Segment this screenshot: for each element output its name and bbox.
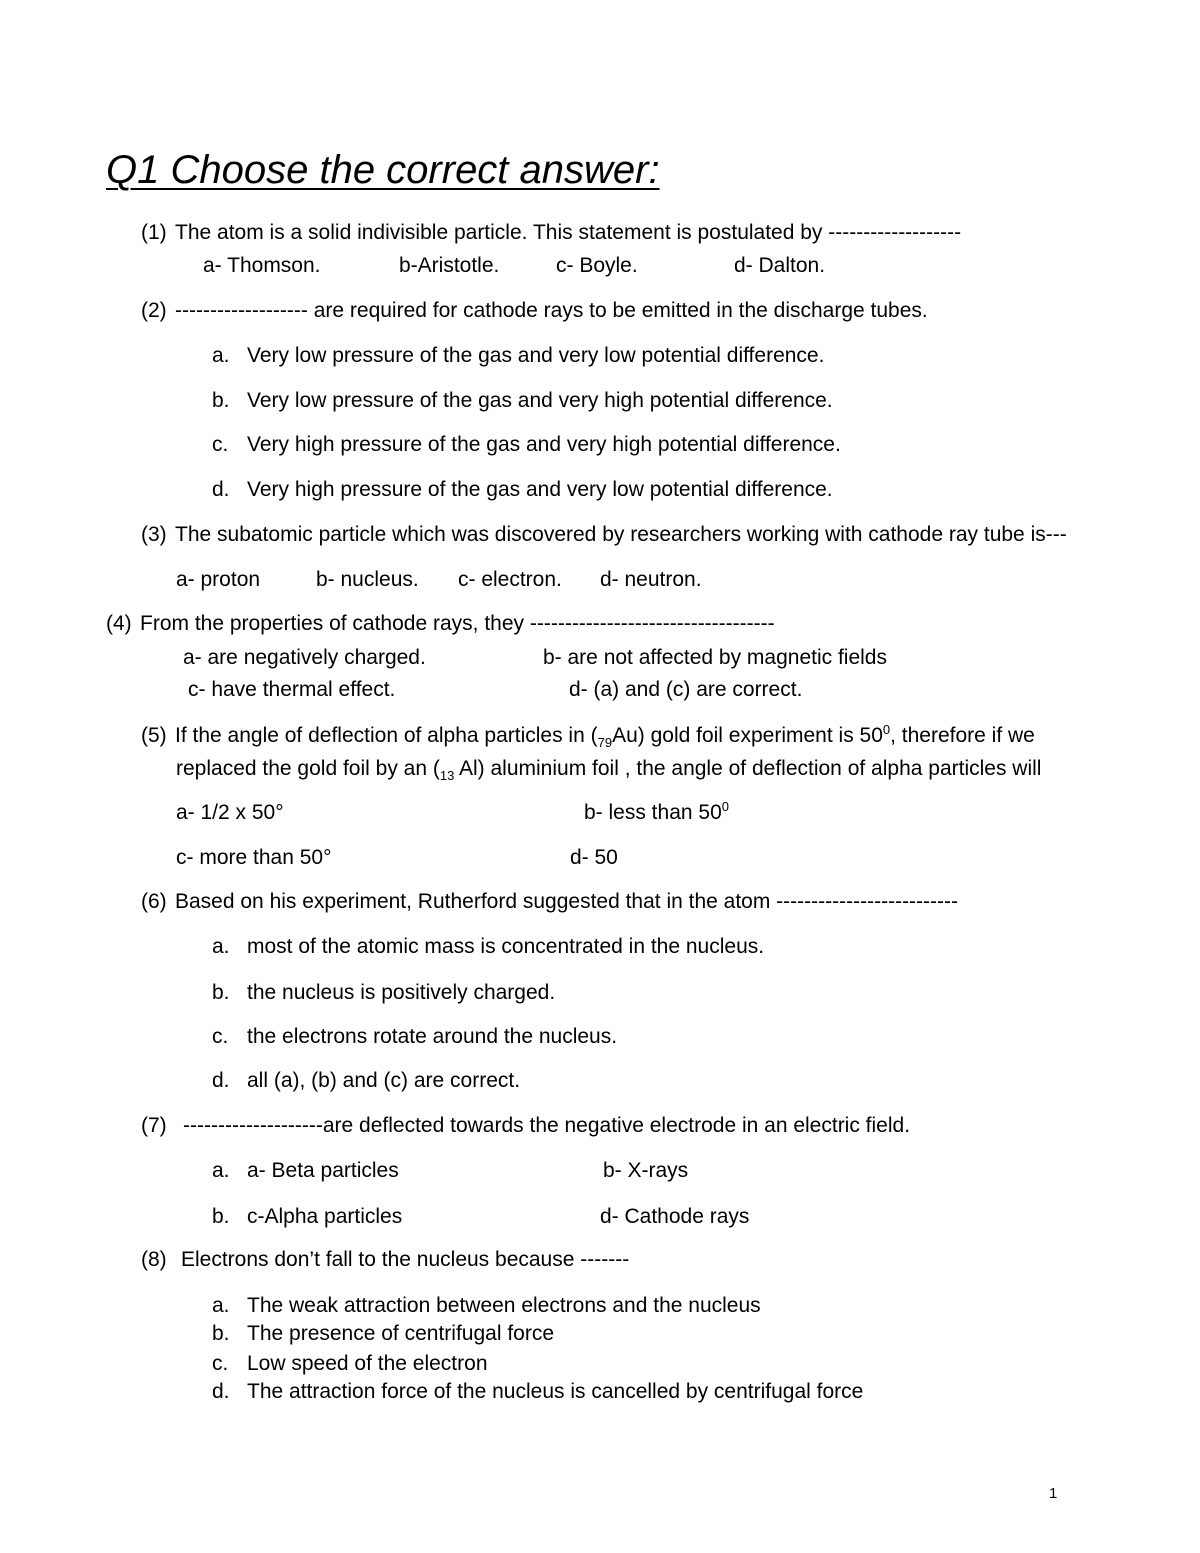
q1-option-d: d- Dalton.	[734, 254, 826, 277]
question-4	[106, 613, 775, 634]
option-letter: d.	[212, 478, 230, 501]
option-letter: b.	[212, 389, 230, 412]
q7-option-d: d- Cathode rays	[600, 1205, 750, 1228]
option-text: the electrons rotate around the nucleus.	[247, 1025, 618, 1048]
q4-option-b: b- are not affected by magnetic fields	[543, 646, 887, 669]
q6-option-b	[212, 982, 555, 1003]
question-5-line-2	[176, 757, 1042, 784]
option-letter: b.	[212, 981, 230, 1004]
option-text: Very high pressure of the gas and very low potential difference.	[247, 478, 833, 501]
option-letter: c.	[212, 433, 229, 456]
question-number: (6)	[141, 890, 167, 913]
q6-option-d	[212, 1070, 520, 1091]
question-stem: The atom is a solid indivisible particle. This statement is postulated by -------------------	[175, 221, 962, 244]
q8-option-b	[212, 1323, 554, 1344]
question-stem-part: Al) aluminium foil , the angle of deflection of alpha particles will	[454, 757, 1042, 780]
q7-option-row-2	[212, 1206, 402, 1227]
atomic-number: 13	[439, 768, 455, 784]
question-stem: ------------------- are required for cathode rays to be emitted in the discharge tubes.	[175, 299, 928, 322]
q8-option-a	[212, 1295, 761, 1316]
page-number: 1	[1049, 1485, 1058, 1502]
question-stem: Based on his experiment, Rutherford suggested that in the atom --------------------------	[175, 890, 959, 913]
q8-option-d	[212, 1381, 863, 1402]
question-stem-part: If the angle of deflection of alpha particles in (	[175, 724, 598, 747]
q5-option-a: a- 1/2 x 50°	[176, 801, 284, 824]
q5-option-d: d- 50	[570, 846, 618, 869]
q7-option-b: b- X-rays	[603, 1159, 689, 1182]
option-text: The weak attraction between electrons and the nucleus	[247, 1294, 761, 1317]
question-number: (2)	[141, 299, 167, 322]
question-stem: From the properties of cathode rays, they -----------------------------------	[140, 612, 775, 635]
q4-option-d: d- (a) and (c) are correct.	[569, 678, 803, 701]
q3-option-b: b- nucleus.	[316, 568, 419, 591]
question-6	[141, 891, 958, 912]
question-2	[141, 300, 928, 321]
question-8	[141, 1249, 629, 1270]
option-text: most of the atomic mass is concentrated in the nucleus.	[247, 935, 765, 958]
q1-option-a: a- Thomson.	[203, 254, 321, 277]
option-text: Very low pressure of the gas and very high potential difference.	[247, 389, 833, 412]
q3-option-c: c- electron.	[458, 568, 562, 591]
option-text: The attraction force of the nucleus is cancelled by centrifugal force	[247, 1380, 864, 1403]
question-stem: Electrons don’t fall to the nucleus because -------	[181, 1248, 630, 1271]
question-5	[141, 722, 1035, 751]
q2-option-d	[212, 479, 833, 500]
question-3	[141, 524, 1067, 545]
degree-superscript: 0	[882, 722, 891, 737]
option-text: all (a), (b) and (c) are correct.	[247, 1069, 521, 1092]
option-text: a- Beta particles	[247, 1159, 399, 1182]
question-stem-part: Au) gold foil experiment is 50	[612, 724, 883, 747]
option-letter: d.	[212, 1069, 230, 1092]
option-letter: a.	[212, 935, 230, 958]
option-text: the nucleus is positively charged.	[247, 981, 556, 1004]
q6-option-c	[212, 1026, 617, 1047]
q1-option-b: b-Aristotle.	[399, 254, 500, 277]
option-text: Very high pressure of the gas and very high potential difference.	[247, 433, 841, 456]
option-letter: a.	[212, 1294, 230, 1317]
q6-option-a	[212, 936, 764, 957]
q2-option-c	[212, 434, 841, 455]
question-number: (5)	[141, 724, 167, 747]
q5-option-b	[584, 799, 729, 824]
option-letter: a.	[212, 344, 230, 367]
option-letter: b.	[212, 1322, 230, 1345]
option-letter: a.	[212, 1159, 230, 1182]
option-text: b- less than 50	[584, 801, 722, 824]
option-text: Very low pressure of the gas and very low potential difference.	[247, 344, 825, 367]
option-text: Low speed of the electron	[247, 1352, 488, 1375]
page-title: Q1 Choose the correct answer:	[106, 148, 660, 192]
q8-option-c	[212, 1353, 488, 1374]
question-number: (1)	[141, 221, 167, 244]
question-stem: The subatomic particle which was discovered by researchers working with cathode ray tube is---	[175, 523, 1067, 546]
q5-option-c: c- more than 50°	[176, 846, 332, 869]
question-number: (3)	[141, 523, 167, 546]
option-letter: c.	[212, 1025, 229, 1048]
q1-option-c: c- Boyle.	[556, 254, 638, 277]
atomic-number: 79	[597, 735, 613, 751]
degree-superscript: 0	[721, 799, 729, 814]
option-text: c-Alpha particles	[247, 1205, 403, 1228]
q3-option-a: a- proton	[176, 568, 261, 591]
question-stem-part: , therefore if we	[890, 724, 1035, 747]
q2-option-a	[212, 345, 824, 366]
question-number: (4)	[106, 612, 132, 635]
question-7	[141, 1115, 910, 1136]
question-stem-part: replaced the gold foil by an (	[176, 757, 440, 780]
option-text: The presence of centrifugal force	[247, 1322, 555, 1345]
question-number: (8)	[141, 1248, 167, 1271]
q3-option-d: d- neutron.	[600, 568, 702, 591]
q4-option-c: c- have thermal effect.	[188, 678, 396, 701]
question-1	[141, 222, 961, 243]
option-letter: b.	[212, 1205, 230, 1228]
q2-option-b	[212, 390, 833, 411]
option-letter: d.	[212, 1380, 230, 1403]
question-number: (7)	[141, 1114, 167, 1137]
question-stem: --------------------are deflected towards the negative electrode in an electric field.	[183, 1114, 911, 1137]
q4-option-a: a- are negatively charged.	[183, 646, 426, 669]
option-letter: c.	[212, 1352, 229, 1375]
q7-option-row-1	[212, 1160, 399, 1181]
